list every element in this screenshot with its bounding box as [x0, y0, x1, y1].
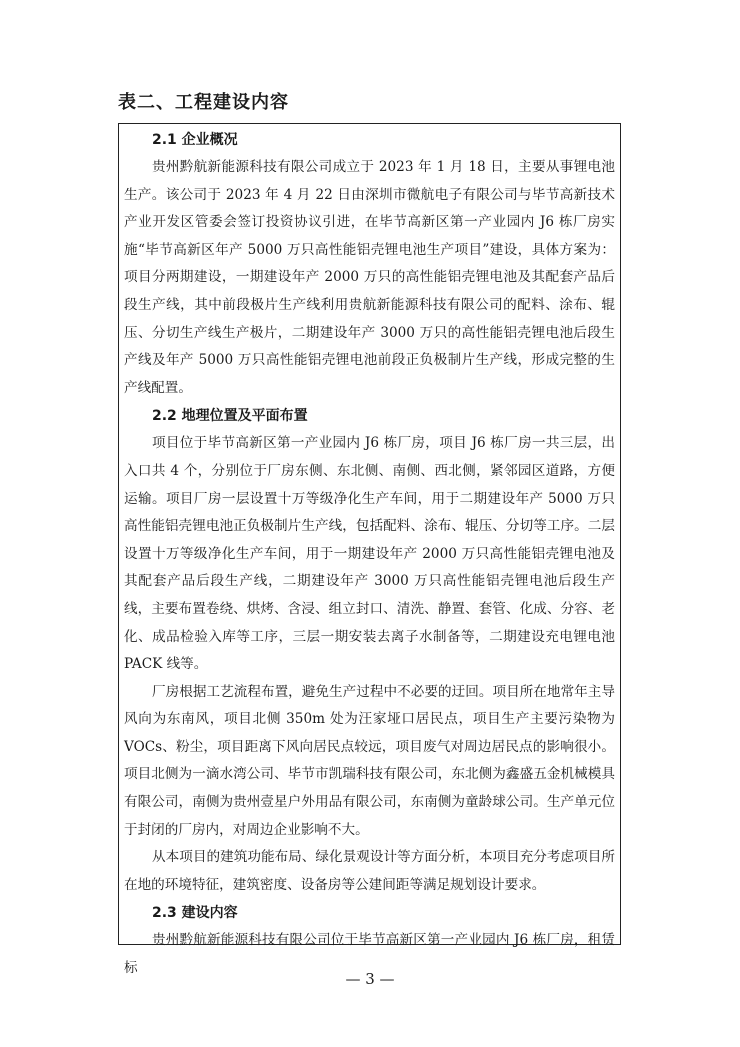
paragraph: 项目位于毕节高新区第一产业园内 J6 栋厂房，项目 J6 栋厂房一共三层，出入口共 4 个，分别位于厂房东侧、东北侧、南侧、西北侧，紧邻园区道路，方便运输。项目厂房一层设置十万等级净化生产车间，用于二期建设年产 5000 万只高性能铝壳锂电池正负极制片生产线，包括配料、涂布、辊压、分切等工序。二层设置十万等级净化生产车间，用于一期建设年产 2000 万只高性能铝壳锂电池及其配套产品后段生产线，二期建设年产 3000 万只高性能铝壳锂电池后段生产线，主要布置卷绕、烘烤、含浸、组立封口、清洗、静置、套管、化成、分容、老化、成品检验入库等工序，三层一期安装去离子水制备等，二期建设充电锂电池 PACK 线等。: [124, 435, 615, 673]
content-box: [118, 123, 621, 977]
table-title: 表二、工程建设内容: [118, 92, 289, 113]
section-heading-2-3: 2.3 建设内容: [152, 905, 238, 922]
section-heading-2-1: 2.1 企业概况: [152, 132, 238, 148]
section-heading-2-2: 2.2 地理位置及平面布置: [152, 408, 308, 425]
page-number: — 3 —: [345, 970, 395, 988]
paragraph: 从本项目的建筑功能布局、绿化景观设计等方面分析，本项目充分考虑项目所在地的环境特征，建筑密度、设备房等公建间距等满足规划设计要求。: [124, 849, 615, 893]
paragraph: 厂房根据工艺流程布置，避免生产过程中不必要的迂回。项目所在地常年主导风向为东南风，项目北侧 350m 处为汪家垭口居民点，项目生产主要污染物为 VOCs、粉尘，项目距离下风向居民点较远，项目废气对周边居民点的影响很小。项目北侧为一滴水湾公司、毕节市凯瑞科技有限公司，东北侧为鑫盛五金机械模具有限公司，南侧为贵州壹星户外用品有限公司，东南侧为童龄球公司。生产单元位于封闭的厂房内，对周边企业影响不大。: [124, 683, 615, 838]
paragraph: 贵州黔航新能源科技有限公司成立于 2023 年 1 月 18 日，主要从事锂电池生产。该公司于 2023 年 4 月 22 日由深圳市微航电子有限公司与毕节高新技术产业开发区管委会签订投资协议引进，在毕节高新区第一产业园内 J6 栋厂房实施“毕节高新区年产 5000 万只高性能铝壳锂电池生产项目”建设，具体方案为：项目分两期建设，一期建设年产 2000 万只的高性能铝壳锂电池及其配套产品后段生产线，其中前段极片生产线利用贵航新能源科技有限公司的配料、涂布、辊压、分切生产线生产极片，二期建设年产 3000 万只的高性能铝壳锂电池后段生产线及年产 5000 万只高性能铝壳锂电池前段正负极制片生产线，形成完整的生产线配置。: [124, 159, 615, 396]
paragraph: 贵州黔航新能源科技有限公司位于毕节高新区第一产业园内 J6 栋厂房，租赁标: [124, 932, 615, 977]
